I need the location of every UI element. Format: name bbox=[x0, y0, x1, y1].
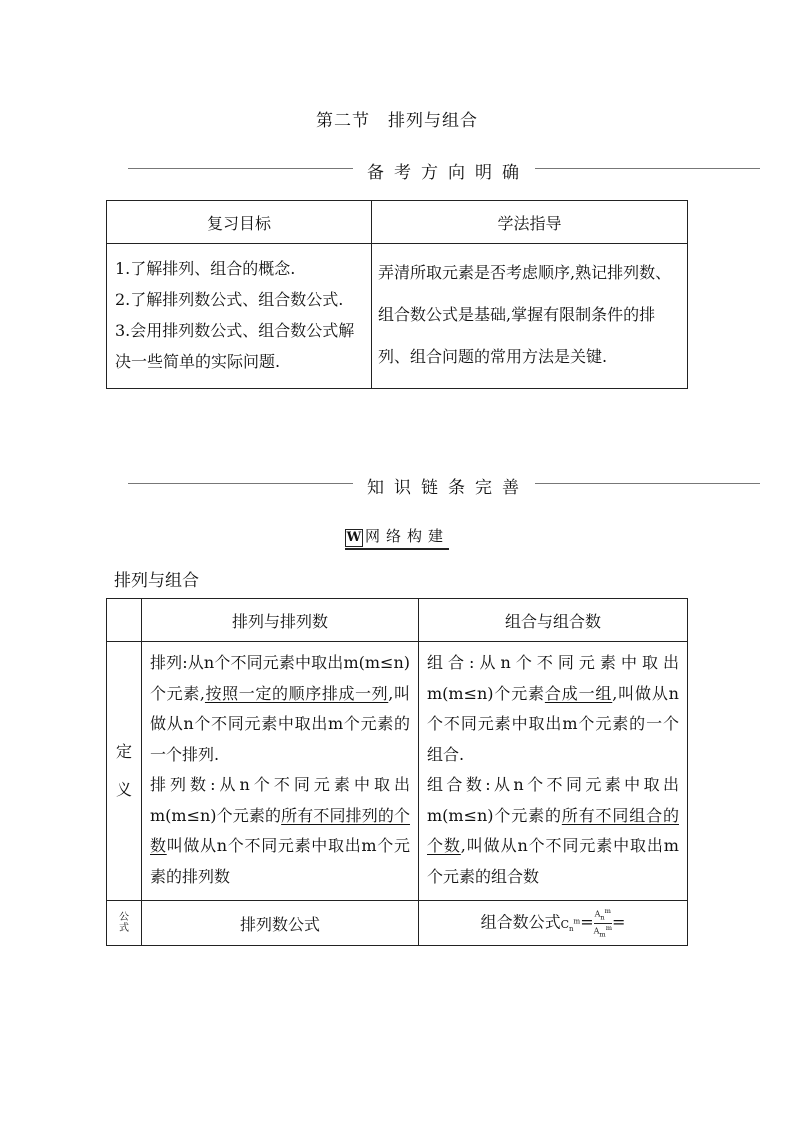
comb-header: 组合与组合数 bbox=[419, 599, 688, 642]
comb-symbol-c: C bbox=[560, 917, 570, 931]
study-col-guide-header: 学法指导 bbox=[372, 201, 688, 244]
comb-formula-label: 组合数公式 bbox=[480, 912, 561, 932]
text-run: 组合数:从n个不同元素中取出m(m≤n)个元素的 bbox=[427, 775, 679, 825]
perm-definition bbox=[150, 648, 410, 770]
text-run: 叫做从n个不同元素中取出m个元素的排列数 bbox=[150, 836, 410, 886]
comb-number-definition bbox=[427, 770, 679, 892]
comb-formula-symbol: $C_n^m$ bbox=[560, 916, 581, 933]
goal-item: 2.了解排列数公式、组合数公式. bbox=[115, 290, 344, 309]
study-goals-cell bbox=[107, 244, 372, 389]
underlined-key-phrase: 所有不同组合的个数 bbox=[427, 805, 679, 855]
concept-table bbox=[106, 598, 688, 946]
underlined-key-phrase: 所有不同排列的个数 bbox=[150, 805, 410, 855]
network-label: 网络构建 bbox=[364, 527, 449, 545]
w-letter-icon: W bbox=[346, 530, 362, 545]
band-knowledge-chain-text: 知识链条完善 bbox=[353, 478, 535, 498]
comb-formula-fraction: $\frac{A_n^m}{A_m^m}$ bbox=[593, 907, 612, 938]
text-run: 组合:从n个不同元素中取出m(m≤n)个元素 bbox=[427, 653, 679, 703]
perm-header: 排列与排列数 bbox=[142, 599, 419, 642]
band-exam-direction bbox=[128, 158, 760, 183]
fraction-numerator: A bbox=[594, 909, 601, 919]
text-run: ,叫做从n个不同元素中取出m个元素的组合数 bbox=[427, 836, 679, 886]
definition-label-char: 定 bbox=[115, 742, 132, 761]
equals-sign: = bbox=[580, 912, 594, 932]
text-run: ,叫做从n个不同元素中取出m个元素的一个组合. bbox=[427, 683, 679, 764]
text-run: 排列:从n个不同元素中取出m(m≤n)个元素, bbox=[150, 653, 410, 703]
equals-sign: = bbox=[612, 912, 626, 932]
text-run: 排列数:从n个不同元素中取出m(m≤n)个元素的 bbox=[150, 775, 410, 825]
fraction-denominator: A bbox=[593, 926, 600, 936]
text-run: ,叫做从n个不同元素中取出m个元素的一个排列. bbox=[150, 683, 410, 764]
underlined-key-phrase: 合成一组 bbox=[544, 683, 613, 703]
perm-definition-cell bbox=[142, 642, 419, 901]
perm-formula-cell: 排列数公式 bbox=[142, 901, 419, 946]
formula-label-char: 式 bbox=[119, 923, 129, 934]
underlined-key-phrase: 按照一定的顺序排成一列 bbox=[204, 683, 389, 703]
goal-item: 3.会用排列数公式、组合数公式解决一些简单的实际问题. bbox=[115, 321, 355, 371]
definition-label bbox=[107, 642, 142, 901]
comb-formula-cell bbox=[419, 901, 688, 946]
section-title: 第二节 排列与组合 bbox=[316, 111, 478, 131]
band-knowledge-chain bbox=[128, 473, 760, 498]
comb-definition-cell bbox=[419, 642, 688, 901]
study-col-goals-header: 复习目标 bbox=[107, 201, 372, 244]
formula-label bbox=[107, 901, 142, 946]
network-construction-heading bbox=[0, 525, 794, 550]
goal-item: 1.了解排列、组合的概念. bbox=[115, 259, 296, 278]
study-guide-cell: 弄清所取元素是否考虑顺序,熟记排列数、组合数公式是基础,掌握有限制条件的排列、组合问题的常用方法是关键. bbox=[372, 244, 688, 389]
comb-definition bbox=[427, 648, 679, 770]
corner-cell bbox=[107, 599, 142, 642]
band-exam-direction-text: 备考方向明确 bbox=[353, 163, 535, 183]
subheading: 排列与组合 bbox=[114, 571, 199, 591]
perm-number-definition bbox=[150, 770, 410, 892]
definition-label-char: 义 bbox=[115, 780, 132, 799]
formula-label-char: 公 bbox=[119, 912, 129, 923]
study-table bbox=[106, 200, 688, 389]
